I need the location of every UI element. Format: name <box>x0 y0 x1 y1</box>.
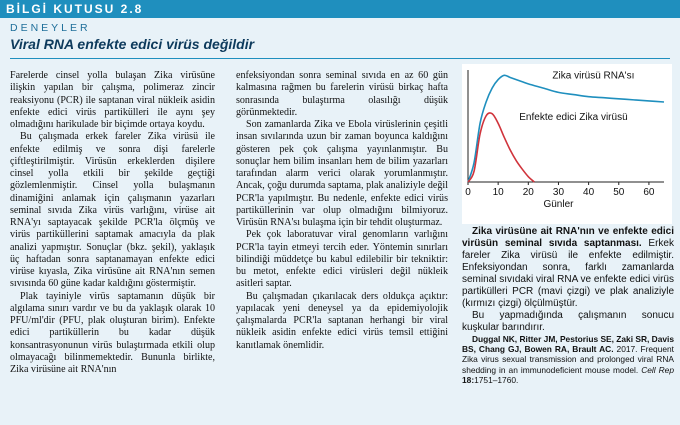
reference <box>462 334 674 385</box>
box-header-label: BİLGİ KUTUSU 2.8 <box>6 2 144 16</box>
series-label-rna: Zika virüsü RNA'sı <box>552 70 635 82</box>
paragraph: Bu çalışmadan çıkarılacak ders oldukça açıktır: yapılacak yeni deneysel ya da epidemiyolojik çalışmalarda PCR'la saptanan herhangi bir viral nükleik asidin enfekte edici virüs temsil ettiğini kanıtlamak önemlidir. <box>236 290 448 351</box>
caption-bold: Zika virüsüne ait RNA'nın ve enfekte edici virüsün seminal sıvıda saptanması. <box>462 226 674 249</box>
x-axis-label: Günler <box>543 199 574 210</box>
infectious-series-line <box>468 113 534 182</box>
x-tick-label: 10 <box>492 187 504 198</box>
x-tick-label: 60 <box>643 187 655 198</box>
box-title: Viral RNA enfekte edici virüs değildir <box>10 36 255 52</box>
x-tick-label: 0 <box>465 187 471 198</box>
x-tick-label: 50 <box>613 187 625 198</box>
paragraph: Pek çok laboratuvar viral genomların varlığını PCR'la tayin etmeyi tercih eder. Yöntemin sınırları bilindiği müddetçe bu kabul edilebilir bir tekniktir: bu metot, enfekte edici virüsleri değil nükleik asitleri saptar. <box>236 229 448 290</box>
column-3 <box>462 226 674 385</box>
reference-volume: 18: <box>462 374 475 385</box>
x-tick-label: 20 <box>522 187 534 198</box>
column-1 <box>10 70 215 376</box>
x-tick-label: 40 <box>583 187 595 198</box>
reference-text: 2017. Frequent Zika virus sexual transmission and prolonged viral RNA shedding in an immunodeficient mouse model. <box>462 344 674 375</box>
reference-authors: Duggal NK, Ritter JM, Pestorius SE, Zaki SR, Davis BS, Chang GJ, Bowen RA, Brault AC. <box>462 334 674 355</box>
box-header <box>0 0 680 18</box>
figure-chart <box>462 64 672 224</box>
rna-series-line <box>468 75 664 182</box>
reference-pages: 1751–1760. <box>474 374 519 385</box>
paragraph: Plak tayiniyle virüs saptamanın düşük bir algılama sınırı vardır ve bu da yaklaşık olarak 10 PFU/ml'dir (PFU, plak oluşturan birim). Enfekte edici partiküllerin bu kadar düşük konsantrasyonunun virüs bulaştırmada etkili olup olmayacağı bilinmemektedir. Bununla birlikte, Zika virüsüne ait RNA'nın <box>10 290 215 375</box>
section-kicker: DENEYLER <box>10 22 91 34</box>
paragraph: Farelerde cinsel yolla bulaşan Zika virüsüne ilişkin yapılan bir çalışma, polimeraz zincir reaksiyonu (PCR) ile saptanan viral nükleik asidin enfekte edici virüs partikülleri ile aynı şey olmadığını harikulade bir biçimde ortaya koydu. <box>10 70 215 130</box>
reference-journal: Cell Rep <box>638 364 674 375</box>
x-tick-label: 30 <box>552 187 565 198</box>
title-rule <box>10 58 670 59</box>
caption-text: Erkek fareler Zika virüsü ile enfekte edilmiştir. Enfeksiyondan sonra, farklı zamanlarda seminal sıvıdaki viral RNA ve enfekte edici virüs partikülleri PCR (mavi çizgi) ve plak analiziyle (kırmızı çizgi) ölçülmüştür. <box>462 238 674 309</box>
chart-svg <box>462 64 672 224</box>
figure-caption <box>462 226 674 310</box>
series-label-infectious: Enfekte edici Zika virüsü <box>519 111 628 123</box>
paragraph: Son zamanlarda Zika ve Ebola virüslerinin çeşitli insan sıvılarında uzun bir zaman boyunca kaldığını gösteren pek çok çalışma yayınlanmıştır. Bu sonuçlar hem bilim insanları hem de bilim yazarları tarafından alarm verici olarak yorumlanmıştır. Ancak, çoğu durumda saptama, plak analiziyle değil PCR'la yapılmıştır. Bu nedenle, enfekte edici virüs partiküllerinin var olup olmadığını bilmiyoruz. Virüsün RNA'sı bulaşma için bir tehdit oluşturmaz. <box>236 119 448 228</box>
caption-second: Bu yapmadığında çalışmanın sonucu kuşkular barındırır. <box>462 310 674 333</box>
column-2 <box>236 70 448 352</box>
paragraph: Bu çalışmada erkek fareler Zika virüsü ile enfekte edilmiş ve sonra dişi farelerle çiftleştirilmiştir. Virüsün erkeklerden dişilere cinsel yolla etkili bir şekilde geçtiği gözlemlenmiştir. Cinsel yolla bulaşmanın dinamiğini anlamak için çalışmanın yazarları seminal sıvıda Zika virüs varlığını, virüse ait RNA'yı saptayacak şekilde PCR'la ölçmüş ve virüs partiküllerini saptamak amacıyla da plak analizi yapmıştır. Sonuçlar (bkz. şekil), yaklaşık üç haftadan sonra saptanamayan enfekte edici virüse kıyasla, Zika virüsüne ait RNA'nın semen sıvısında 60 güne kadar kaldığını göstermiştir. <box>10 131 215 290</box>
paragraph: enfeksiyondan sonra seminal sıvıda en az 60 gün kalmasına rağmen bu farelerin virüsü birkaç hafta sonrasında bulaştırma olasılığı düşük görünmektedir. <box>236 70 448 118</box>
